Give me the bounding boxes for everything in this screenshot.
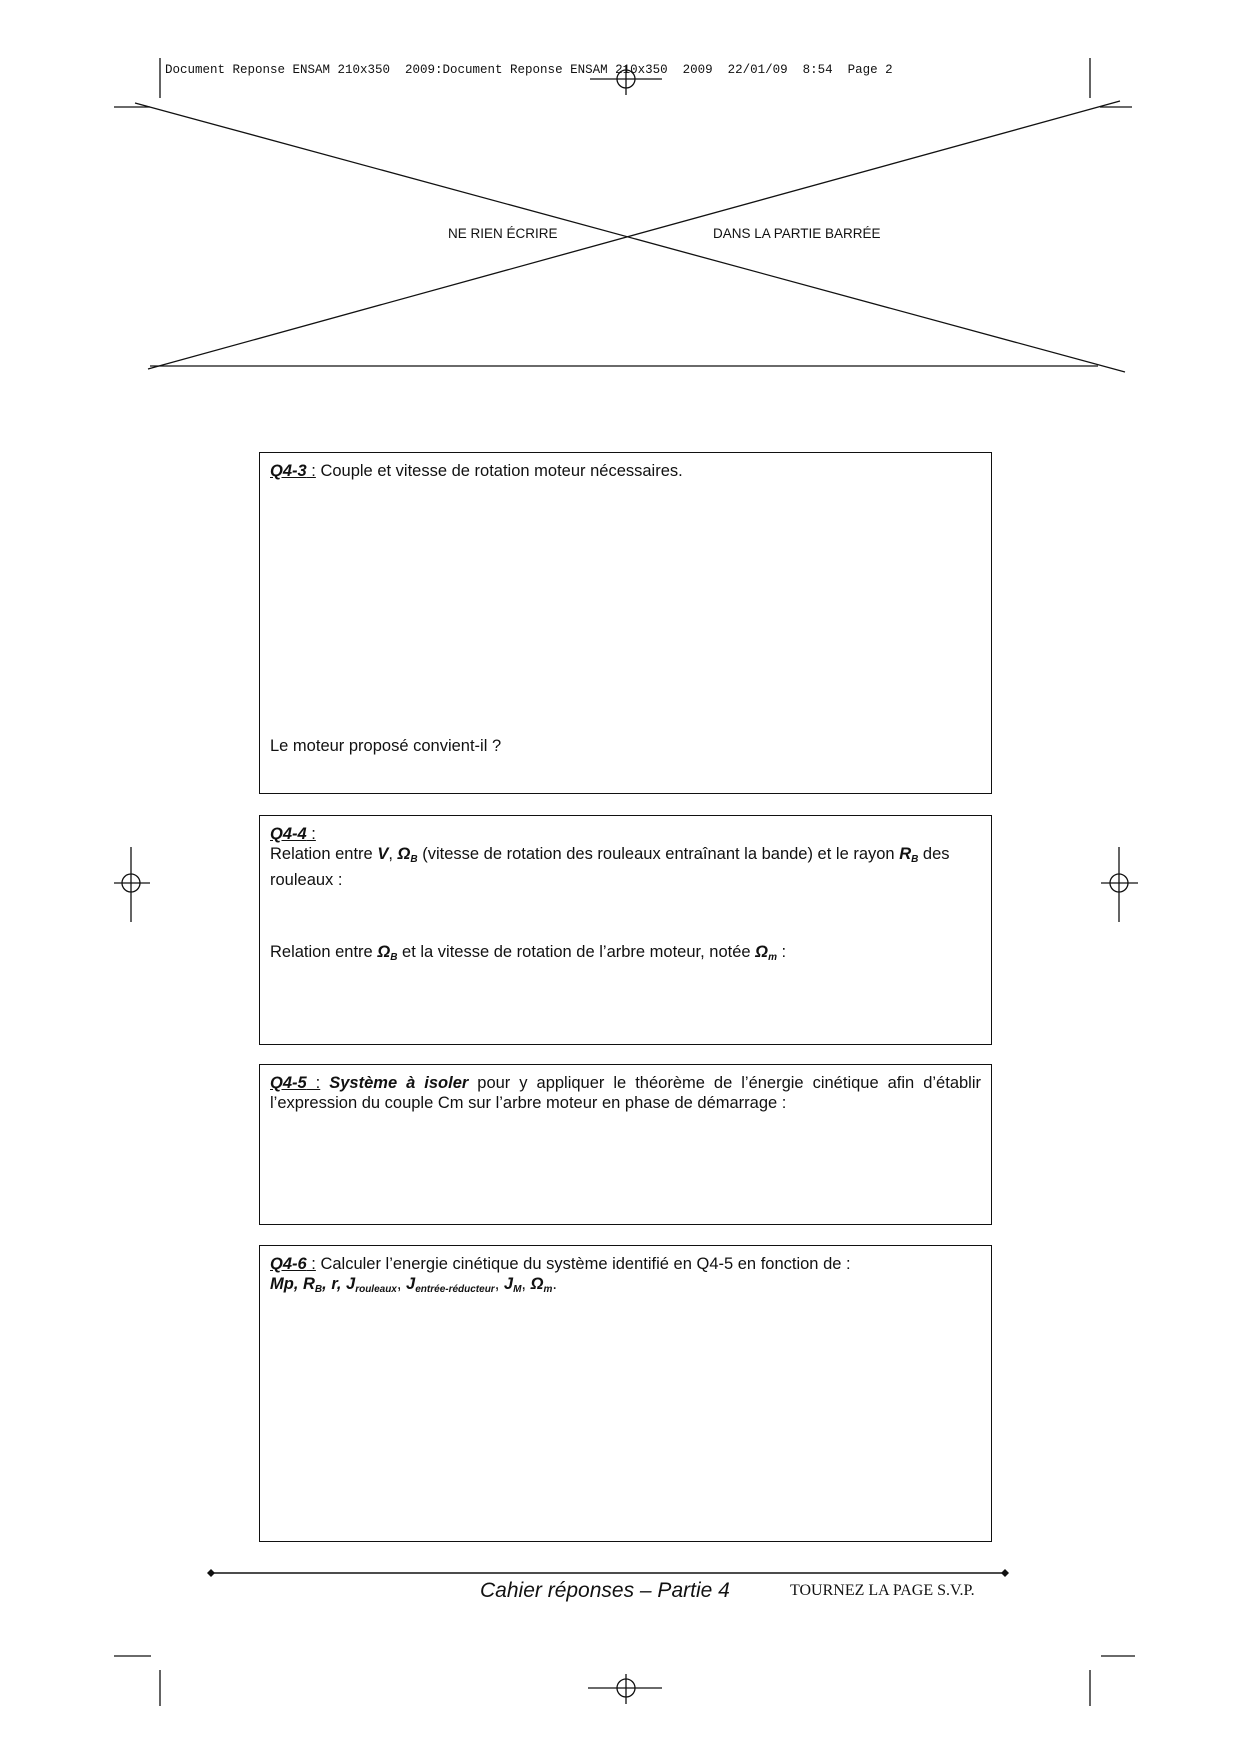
answer-box-q4-5[interactable] [259,1064,992,1225]
question-title: Q4-6 : Calculer l’energie cinétique du système identifié en Q4-5 en fonction de : [270,1255,851,1273]
diamond-right [1001,1569,1009,1577]
diamond-left [207,1569,215,1577]
relation-v-omega-r: Relation entre V, $\Omega_B$ (vitesse de rotation des rouleaux entraînant la bande) et le rayon $R_B$ des rouleaux : [270,845,950,889]
variables-list: Mp, $R_B$, r, $J_{rouleaux}$, $J_{entrée-réducteur}$, $J_M$, $\Omega_m$. [270,1275,557,1295]
answer-box-q4-3[interactable] [259,452,992,794]
answer-box-q4-6[interactable] [259,1245,992,1542]
question-number: Q4-4 [270,825,307,843]
question-title: Q4-3 : Couple et vitesse de rotation moteur nécessaires. [270,462,683,480]
barred-zone-right-text: DANS LA PARTIE BARRÉE [713,226,881,241]
answer-box-q4-4[interactable] [259,815,992,1045]
question-title: Q4-5 : Système à isoler pour y appliquer le théorème de l’énergie cinétique afin d’établir l’expression du couple Cm sur l’arbre moteur en phase de démarrage : [270,1074,981,1112]
footer-turn-page: TOURNEZ LA PAGE S.V.P. [790,1582,975,1599]
footer-title: Cahier réponses – Partie 4 [480,1579,730,1602]
bar-line [148,101,1120,369]
barred-zone-left-text: NE RIEN ÉCRIRE [448,226,558,241]
slug-line: Document Reponse ENSAM 210x350 2009:Document Reponse ENSAM 210x350 2009 22/01/09 8:54 Page 2 [165,63,893,77]
question-number: Q4-5 [270,1074,307,1092]
sub-question: Le moteur proposé convient-il ? [270,737,502,755]
question-title: Q4-4 : [270,825,316,843]
question-number: Q4-3 [270,462,307,480]
question-number: Q4-6 [270,1255,307,1273]
relation-omega-b-omega-m: Relation entre $\Omega_B$ et la vitesse de rotation de l’arbre moteur, notée $\Omega_m$ : [270,943,787,963]
